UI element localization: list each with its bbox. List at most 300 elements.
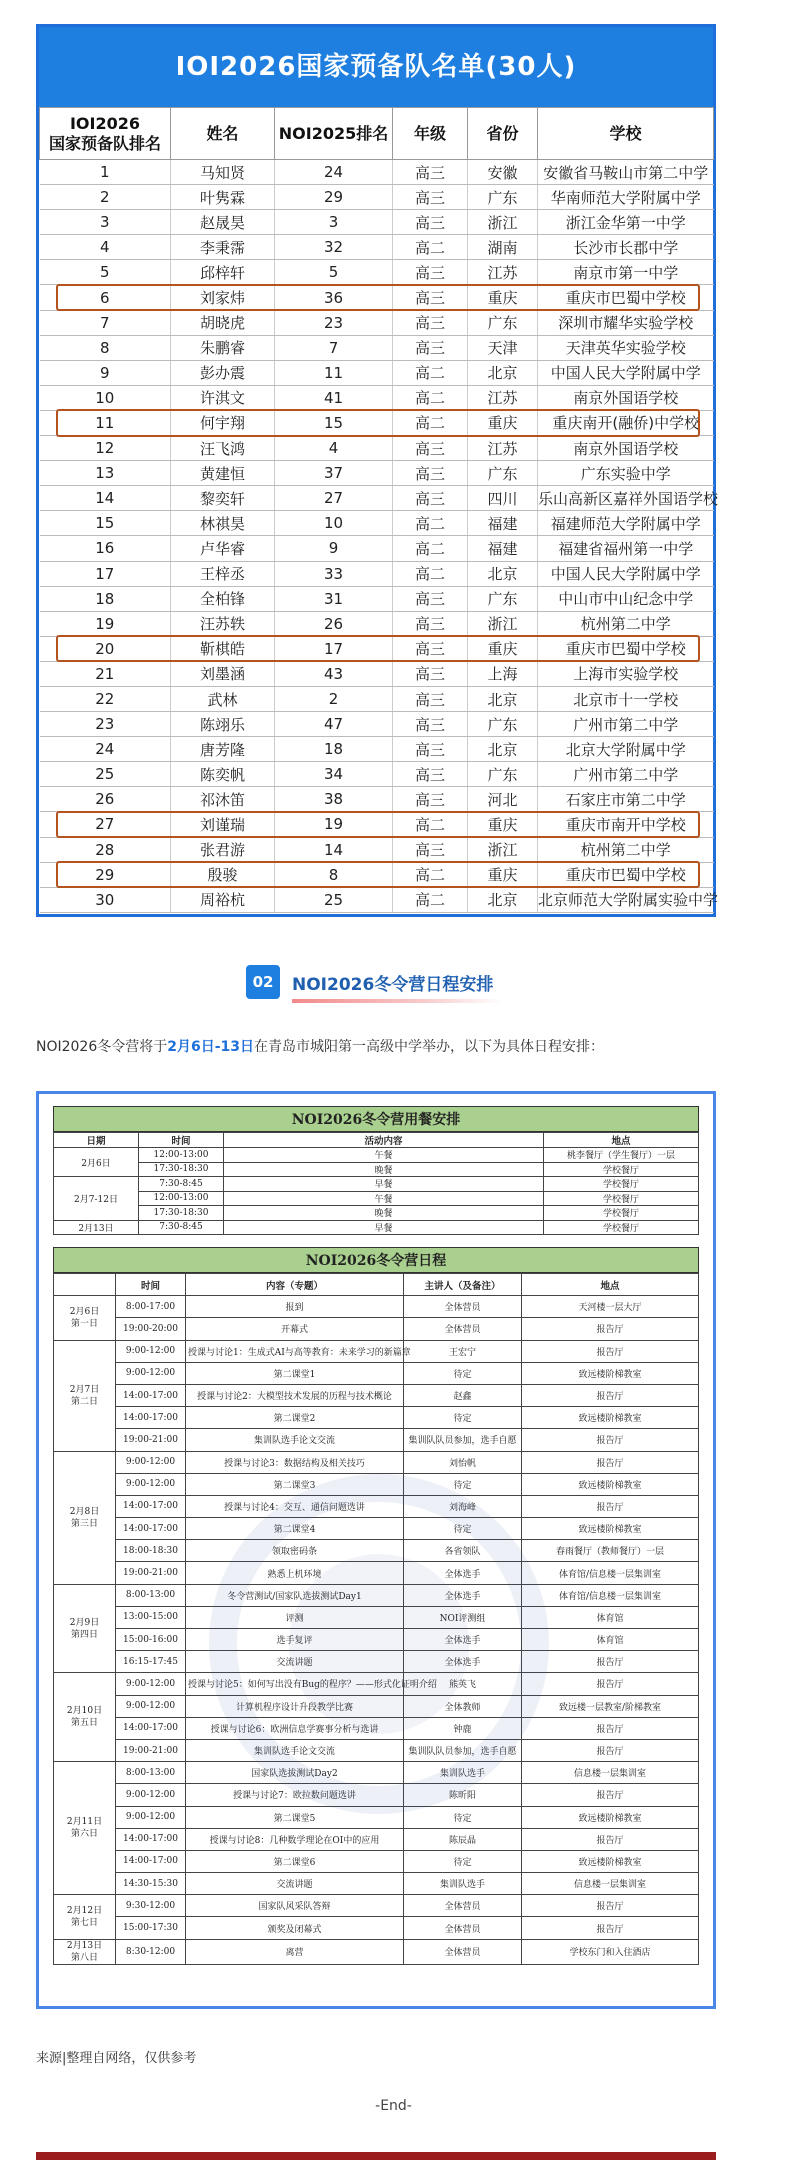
roster-cell-noi-rank: 18 xyxy=(275,737,393,762)
meal-row xyxy=(54,1206,699,1221)
schedule-header-day xyxy=(54,1274,116,1296)
roster-cell-noi-rank: 7 xyxy=(275,335,393,360)
roster-cell-school: 南京外国语学校 xyxy=(538,385,714,410)
meal-cell-content: 早餐 xyxy=(224,1177,544,1192)
schedule-cell-time: 9:00-12:00 xyxy=(116,1451,186,1473)
roster-cell-grade: 高二 xyxy=(393,235,468,260)
schedule-cell-speaker: 待定 xyxy=(404,1850,522,1872)
schedule-cell-content: 评测 xyxy=(186,1606,404,1628)
roster-cell-grade: 高三 xyxy=(393,160,468,185)
schedule-cell-speaker: 全体营员 xyxy=(404,1895,522,1917)
roster-cell-rank: 30 xyxy=(40,887,171,912)
roster-cell-name: 卢华睿 xyxy=(171,536,275,561)
meal-cell-content: 午餐 xyxy=(224,1191,544,1206)
roster-cell-noi-rank: 3 xyxy=(275,210,393,235)
roster-cell-name: 邱梓轩 xyxy=(171,260,275,285)
schedule-cell-speaker: 集训队队员参加，选手自愿 xyxy=(404,1429,522,1451)
meal-cell-place: 学校餐厅 xyxy=(544,1206,699,1221)
meal-cell-place: 桃李餐厅（学生餐厅）一层 xyxy=(544,1148,699,1163)
schedule-row xyxy=(54,1806,699,1828)
roster-cell-grade: 高三 xyxy=(393,260,468,285)
roster-cell-school: 广东实验中学 xyxy=(538,461,714,486)
roster-cell-rank: 5 xyxy=(40,260,171,285)
roster-cell-noi-rank: 2 xyxy=(275,686,393,711)
schedule-cell-speaker: 王宏宁 xyxy=(404,1340,522,1362)
roster-cell-province: 广东 xyxy=(468,185,538,210)
roster-cell-province: 北京 xyxy=(468,360,538,385)
schedule-row xyxy=(54,1451,699,1473)
roster-cell-province: 浙江 xyxy=(468,210,538,235)
schedule-cell-content: 颁奖及闭幕式 xyxy=(186,1917,404,1939)
roster-cell-school: 北京师范大学附属实验中学 xyxy=(538,887,714,912)
roster-cell-name: 赵晟昊 xyxy=(171,210,275,235)
schedule-cell-time: 16:15-17:45 xyxy=(116,1651,186,1673)
schedule-cell-place: 报告厅 xyxy=(522,1429,699,1451)
roster-cell-province: 广东 xyxy=(468,762,538,787)
roster-cell-school: 天津英华实验学校 xyxy=(538,335,714,360)
schedule-cell-speaker: 待定 xyxy=(404,1806,522,1828)
schedule-cell-content: 授课与讨论1：生成式AI与高等教育：未来学习的新篇章 xyxy=(186,1340,404,1362)
schedule-cell-time: 15:00-16:00 xyxy=(116,1629,186,1651)
schedule-cell-place: 报告厅 xyxy=(522,1451,699,1473)
schedule-cell-place: 春雨餐厅（教师餐厅）一层 xyxy=(522,1540,699,1562)
roster-cell-province: 重庆 xyxy=(468,862,538,887)
schedule-row xyxy=(54,1495,699,1517)
schedule-row xyxy=(54,1895,699,1917)
roster-cell-province: 福建 xyxy=(468,536,538,561)
schedule-cell-place: 报告厅 xyxy=(522,1673,699,1695)
schedule-cell-content: 计算机程序设计升段教学比赛 xyxy=(186,1695,404,1717)
schedule-cell-content: 冬令营测试/国家队选拔测试Day1 xyxy=(186,1584,404,1606)
roster-cell-noi-rank: 19 xyxy=(275,812,393,837)
roster-cell-grade: 高三 xyxy=(393,661,468,686)
roster-cell-province: 广东 xyxy=(468,712,538,737)
roster-cell-province: 重庆 xyxy=(468,285,538,310)
roster-cell-school: 重庆市巴蜀中学校 xyxy=(538,862,714,887)
schedule-cell-time: 14:00-17:00 xyxy=(116,1384,186,1406)
schedule-cell-content: 交流讲题 xyxy=(186,1651,404,1673)
roster-cell-rank: 1 xyxy=(40,160,171,185)
roster-row xyxy=(40,285,714,310)
roster-row xyxy=(40,561,714,586)
roster-cell-province: 广东 xyxy=(468,586,538,611)
roster-cell-province: 北京 xyxy=(468,737,538,762)
roster-cell-school: 重庆南开(融侨)中学校 xyxy=(538,410,714,435)
roster-cell-grade: 高三 xyxy=(393,762,468,787)
roster-cell-rank: 22 xyxy=(40,686,171,711)
roster-cell-name: 叶隽霖 xyxy=(171,185,275,210)
roster-cell-grade: 高三 xyxy=(393,335,468,360)
roster-cell-noi-rank: 14 xyxy=(275,837,393,862)
schedule-cell-time: 9:00-12:00 xyxy=(116,1673,186,1695)
roster-cell-noi-rank: 15 xyxy=(275,410,393,435)
roster-cell-name: 刘谨瑞 xyxy=(171,812,275,837)
roster-cell-grade: 高三 xyxy=(393,787,468,812)
roster-cell-rank: 6 xyxy=(40,285,171,310)
roster-cell-name: 李秉霈 xyxy=(171,235,275,260)
schedule-row xyxy=(54,1562,699,1584)
schedule-row xyxy=(54,1340,699,1362)
roster-row xyxy=(40,787,714,812)
schedule-row xyxy=(54,1518,699,1540)
roster-row xyxy=(40,235,714,260)
schedule-cell-speaker: 钟鹿 xyxy=(404,1717,522,1739)
schedule-row xyxy=(54,1473,699,1495)
schedule-cell-speaker: 全体营员 xyxy=(404,1296,522,1318)
schedule-table xyxy=(53,1273,699,1965)
roster-cell-school: 上海市实验学校 xyxy=(538,661,714,686)
schedule-cell-time: 9:00-12:00 xyxy=(116,1340,186,1362)
schedule-row xyxy=(54,1717,699,1739)
roster-cell-noi-rank: 10 xyxy=(275,511,393,536)
schedule-cell-content: 集训队选手论文交流 xyxy=(186,1429,404,1451)
roster-cell-noi-rank: 9 xyxy=(275,536,393,561)
schedule-cell-place: 信息楼一层集训室 xyxy=(522,1873,699,1895)
schedule-row xyxy=(54,1296,699,1318)
roster-cell-name: 黎奕轩 xyxy=(171,486,275,511)
schedule-cell-place: 致远楼阶梯教室 xyxy=(522,1850,699,1872)
schedule-row xyxy=(54,1828,699,1850)
meal-header-date: 日期 xyxy=(54,1133,139,1148)
schedule-cell-speaker: 待定 xyxy=(404,1407,522,1429)
schedule-row xyxy=(54,1407,699,1429)
meal-cell-time: 7:30-8:45 xyxy=(139,1177,224,1192)
intro-dates: 2月6日-13日 xyxy=(167,1039,255,1055)
schedule-cell-time: 19:00-21:00 xyxy=(116,1429,186,1451)
roster-cell-name: 周裕杭 xyxy=(171,887,275,912)
roster-cell-province: 重庆 xyxy=(468,812,538,837)
schedule-cell-speaker: 陈辰晶 xyxy=(404,1828,522,1850)
roster-row xyxy=(40,862,714,887)
schedule-cell-speaker: 集训队选手 xyxy=(404,1762,522,1784)
roster-cell-grade: 高三 xyxy=(393,461,468,486)
roster-cell-name: 刘家炜 xyxy=(171,285,275,310)
roster-cell-name: 黄建恒 xyxy=(171,461,275,486)
meal-row xyxy=(54,1177,699,1192)
schedule-table-title: NOI2026冬令营日程 xyxy=(53,1247,699,1273)
roster-cell-grade: 高二 xyxy=(393,536,468,561)
schedule-cell-day: 2月8日 第三日 xyxy=(54,1451,116,1584)
roster-cell-grade: 高三 xyxy=(393,712,468,737)
roster-cell-name: 陈翊乐 xyxy=(171,712,275,737)
roster-row xyxy=(40,461,714,486)
schedule-cell-speaker: 陈昕阳 xyxy=(404,1784,522,1806)
schedule-header-speaker: 主讲人（及备注） xyxy=(404,1274,522,1296)
header-grade: 年级 xyxy=(393,108,468,160)
roster-cell-name: 殷骏 xyxy=(171,862,275,887)
roster-cell-province: 广东 xyxy=(468,310,538,335)
roster-row xyxy=(40,636,714,661)
meal-cell-place: 学校餐厅 xyxy=(544,1177,699,1192)
roster-cell-name: 何宇翔 xyxy=(171,410,275,435)
schedule-cell-speaker: 全体选手 xyxy=(404,1651,522,1673)
roster-row xyxy=(40,410,714,435)
roster-row xyxy=(40,310,714,335)
schedule-row xyxy=(54,1318,699,1340)
roster-cell-school: 浙江金华第一中学 xyxy=(538,210,714,235)
roster-cell-rank: 2 xyxy=(40,185,171,210)
schedule-row xyxy=(54,1673,699,1695)
schedule-cell-content: 报到 xyxy=(186,1296,404,1318)
meal-cell-place: 学校餐厅 xyxy=(544,1220,699,1235)
roster-row xyxy=(40,837,714,862)
schedule-cell-place: 体育馆 xyxy=(522,1629,699,1651)
roster-cell-noi-rank: 23 xyxy=(275,310,393,335)
roster-cell-grade: 高二 xyxy=(393,887,468,912)
schedule-cell-place: 报告厅 xyxy=(522,1495,699,1517)
schedule-cell-speaker: 全体营员 xyxy=(404,1939,522,1964)
meal-cell-date: 2月13日 xyxy=(54,1220,139,1235)
roster-cell-rank: 9 xyxy=(40,360,171,385)
schedule-cell-time: 8:30-12:00 xyxy=(116,1939,186,1964)
roster-cell-noi-rank: 36 xyxy=(275,285,393,310)
roster-cell-grade: 高三 xyxy=(393,686,468,711)
schedule-cell-place: 报告厅 xyxy=(522,1895,699,1917)
roster-cell-province: 北京 xyxy=(468,561,538,586)
roster-cell-province: 江苏 xyxy=(468,260,538,285)
roster-row xyxy=(40,686,714,711)
schedule-cell-speaker: 全体选手 xyxy=(404,1629,522,1651)
roster-title: IOI2026国家预备队名单(30人) xyxy=(39,27,713,107)
schedule-cell-place: 体育馆 xyxy=(522,1606,699,1628)
roster-cell-school: 南京市第一中学 xyxy=(538,260,714,285)
schedule-cell-day: 2月11日 第六日 xyxy=(54,1762,116,1895)
schedule-row xyxy=(54,1540,699,1562)
roster-row xyxy=(40,887,714,912)
roster-cell-rank: 18 xyxy=(40,586,171,611)
schedule-row xyxy=(54,1584,699,1606)
roster-cell-school: 长沙市长郡中学 xyxy=(538,235,714,260)
roster-row xyxy=(40,260,714,285)
roster-cell-noi-rank: 24 xyxy=(275,160,393,185)
end-marker: -End- xyxy=(375,2098,412,2114)
schedule-row xyxy=(54,1739,699,1761)
roster-cell-school: 杭州第二中学 xyxy=(538,611,714,636)
section-title: NOI2026冬令营日程安排 xyxy=(292,970,493,995)
roster-cell-school: 重庆市南开中学校 xyxy=(538,812,714,837)
roster-cell-grade: 高三 xyxy=(393,285,468,310)
meal-cell-content: 晚餐 xyxy=(224,1206,544,1221)
schedule-cell-time: 14:00-17:00 xyxy=(116,1495,186,1517)
schedule-cell-day: 2月13日 第八日 xyxy=(54,1939,116,1964)
roster-cell-province: 浙江 xyxy=(468,837,538,862)
schedule-cell-place: 报告厅 xyxy=(522,1318,699,1340)
schedule-cell-place: 报告厅 xyxy=(522,1784,699,1806)
schedule-cell-place: 天河楼一层大厅 xyxy=(522,1296,699,1318)
roster-body xyxy=(40,160,719,913)
roster-cell-rank: 24 xyxy=(40,737,171,762)
roster-cell-province: 重庆 xyxy=(468,410,538,435)
roster-row xyxy=(40,160,714,185)
meal-table-title: NOI2026冬令营用餐安排 xyxy=(53,1106,699,1132)
roster-cell-grade: 高二 xyxy=(393,561,468,586)
schedule-cell-time: 9:00-12:00 xyxy=(116,1784,186,1806)
roster-cell-noi-rank: 32 xyxy=(275,235,393,260)
roster-cell-rank: 27 xyxy=(40,812,171,837)
schedule-cell-content: 熟悉上机环境 xyxy=(186,1562,404,1584)
meal-cell-date: 2月6日 xyxy=(54,1148,139,1177)
roster-row xyxy=(40,210,714,235)
roster-cell-rank: 25 xyxy=(40,762,171,787)
roster-cell-school: 北京市十一学校 xyxy=(538,686,714,711)
roster-cell-name: 王梓丞 xyxy=(171,561,275,586)
schedule-cell-content: 离营 xyxy=(186,1939,404,1964)
roster-cell-school: 乐山高新区嘉祥外国语学校 xyxy=(538,486,714,511)
roster-cell-noi-rank: 26 xyxy=(275,611,393,636)
schedule-cell-place: 报告厅 xyxy=(522,1340,699,1362)
schedule-cell-speaker: 刘怡帆 xyxy=(404,1451,522,1473)
roster-cell-grade: 高二 xyxy=(393,862,468,887)
roster-cell-province: 浙江 xyxy=(468,611,538,636)
roster-cell-rank: 29 xyxy=(40,862,171,887)
schedule-cell-content: 第二课堂4 xyxy=(186,1518,404,1540)
header-school: 学校 xyxy=(538,108,714,160)
schedule-cell-speaker: 待定 xyxy=(404,1362,522,1384)
schedule-cell-time: 14:00-17:00 xyxy=(116,1717,186,1739)
roster-cell-rank: 20 xyxy=(40,636,171,661)
schedule-cell-speaker: 待定 xyxy=(404,1518,522,1540)
section-heading xyxy=(246,962,493,1002)
schedule-cell-speaker: 赵鑫 xyxy=(404,1384,522,1406)
schedule-cell-place: 致远楼阶梯教室 xyxy=(522,1806,699,1828)
schedule-row xyxy=(54,1873,699,1895)
roster-cell-province: 四川 xyxy=(468,486,538,511)
roster-cell-grade: 高三 xyxy=(393,636,468,661)
roster-cell-noi-rank: 8 xyxy=(275,862,393,887)
roster-row xyxy=(40,611,714,636)
schedule-cell-speaker: 熊英飞 xyxy=(404,1673,522,1695)
schedule-row xyxy=(54,1850,699,1872)
roster-cell-school: 中山市中山纪念中学 xyxy=(538,586,714,611)
roster-row xyxy=(40,436,714,461)
schedule-cell-content: 国家队选拔测试Day2 xyxy=(186,1762,404,1784)
schedule-cell-time: 9:00-12:00 xyxy=(116,1362,186,1384)
roster-cell-noi-rank: 43 xyxy=(275,661,393,686)
meal-cell-content: 晚餐 xyxy=(224,1162,544,1177)
roster-cell-school: 中国人民大学附属中学 xyxy=(538,561,714,586)
roster-cell-rank: 19 xyxy=(40,611,171,636)
schedule-cell-content: 授课与讨论3：数据结构及相关技巧 xyxy=(186,1451,404,1473)
roster-cell-school: 广州市第二中学 xyxy=(538,712,714,737)
roster-cell-rank: 10 xyxy=(40,385,171,410)
schedule-cell-time: 19:00-21:00 xyxy=(116,1562,186,1584)
roster-cell-name: 汪苏轶 xyxy=(171,611,275,636)
meal-row xyxy=(54,1162,699,1177)
roster-cell-name: 林祺昊 xyxy=(171,511,275,536)
schedule-cell-speaker: 集训队队员参加，选手自愿 xyxy=(404,1739,522,1761)
roster-cell-noi-rank: 33 xyxy=(275,561,393,586)
header-rank: IOI2026 国家预备队排名 xyxy=(40,108,171,160)
roster-cell-noi-rank: 25 xyxy=(275,887,393,912)
roster-cell-rank: 15 xyxy=(40,511,171,536)
roster-cell-noi-rank: 27 xyxy=(275,486,393,511)
roster-cell-name: 马知贤 xyxy=(171,160,275,185)
roster-cell-rank: 3 xyxy=(40,210,171,235)
roster-cell-noi-rank: 41 xyxy=(275,385,393,410)
roster-cell-name: 唐芳隆 xyxy=(171,737,275,762)
schedule-cell-speaker: 全体选手 xyxy=(404,1584,522,1606)
roster-cell-rank: 16 xyxy=(40,536,171,561)
roster-cell-name: 张君游 xyxy=(171,837,275,862)
header-noi-rank: NOI2025排名 xyxy=(275,108,393,160)
schedule-image xyxy=(36,1091,716,2009)
meal-cell-time: 12:00-13:00 xyxy=(139,1191,224,1206)
roster-row xyxy=(40,812,714,837)
roster-cell-province: 广东 xyxy=(468,461,538,486)
roster-row xyxy=(40,335,714,360)
roster-cell-province: 江苏 xyxy=(468,385,538,410)
schedule-cell-place: 体育馆/信息楼一层集训室 xyxy=(522,1562,699,1584)
schedule-row xyxy=(54,1695,699,1717)
roster-cell-name: 朱鹏睿 xyxy=(171,335,275,360)
roster-row xyxy=(40,360,714,385)
schedule-row xyxy=(54,1384,699,1406)
roster-row xyxy=(40,185,714,210)
roster-row xyxy=(40,486,714,511)
roster-cell-grade: 高二 xyxy=(393,385,468,410)
roster-cell-province: 北京 xyxy=(468,887,538,912)
schedule-cell-place: 致远楼阶梯教室 xyxy=(522,1362,699,1384)
roster-cell-noi-rank: 29 xyxy=(275,185,393,210)
schedule-cell-time: 8:00-13:00 xyxy=(116,1584,186,1606)
schedule-cell-place: 致远楼阶梯教室 xyxy=(522,1473,699,1495)
roster-cell-name: 许淇文 xyxy=(171,385,275,410)
roster-cell-name: 武林 xyxy=(171,686,275,711)
roster-cell-rank: 17 xyxy=(40,561,171,586)
roster-cell-school: 石家庄市第二中学 xyxy=(538,787,714,812)
schedule-cell-speaker: 全体营员 xyxy=(404,1917,522,1939)
schedule-cell-content: 授课与讨论2：大模型技术发展的历程与技术概论 xyxy=(186,1384,404,1406)
schedule-cell-speaker: 全体教师 xyxy=(404,1695,522,1717)
source-note: 来源|整理自网络，仅供参考 xyxy=(36,2051,197,2066)
schedule-cell-content: 集训队选手论文交流 xyxy=(186,1739,404,1761)
schedule-cell-time: 9:00-12:00 xyxy=(116,1695,186,1717)
schedule-cell-content: 第二课堂3 xyxy=(186,1473,404,1495)
roster-cell-province: 湖南 xyxy=(468,235,538,260)
schedule-cell-place: 报告厅 xyxy=(522,1828,699,1850)
schedule-cell-day: 2月10日 第五日 xyxy=(54,1673,116,1762)
roster-cell-province: 河北 xyxy=(468,787,538,812)
roster-cell-grade: 高三 xyxy=(393,210,468,235)
roster-cell-noi-rank: 5 xyxy=(275,260,393,285)
roster-cell-noi-rank: 47 xyxy=(275,712,393,737)
roster-cell-school: 杭州第二中学 xyxy=(538,837,714,862)
roster-cell-school: 南京外国语学校 xyxy=(538,436,714,461)
schedule-cell-content: 国家队风采队答辩 xyxy=(186,1895,404,1917)
schedule-cell-content: 开幕式 xyxy=(186,1318,404,1340)
intro-paragraph xyxy=(36,1036,736,1056)
roster-cell-rank: 26 xyxy=(40,787,171,812)
roster-row xyxy=(40,536,714,561)
meal-cell-time: 7:30-8:45 xyxy=(139,1220,224,1235)
schedule-row xyxy=(54,1917,699,1939)
section-number: 02 xyxy=(246,965,280,999)
schedule-cell-time: 14:30-15:30 xyxy=(116,1873,186,1895)
intro-prefix: NOI2026冬令营将于 xyxy=(36,1039,168,1055)
meal-cell-date: 2月7-12日 xyxy=(54,1177,139,1221)
roster-row xyxy=(40,385,714,410)
roster-row xyxy=(40,712,714,737)
schedule-cell-content: 第二课堂6 xyxy=(186,1850,404,1872)
schedule-cell-time: 9:30-12:00 xyxy=(116,1895,186,1917)
meal-row xyxy=(54,1220,699,1235)
schedule-header-row xyxy=(54,1274,699,1296)
roster-cell-rank: 13 xyxy=(40,461,171,486)
roster-row xyxy=(40,586,714,611)
schedule-cell-content: 第二课堂2 xyxy=(186,1407,404,1429)
schedule-cell-day: 2月9日 第四日 xyxy=(54,1584,116,1673)
schedule-row xyxy=(54,1651,699,1673)
